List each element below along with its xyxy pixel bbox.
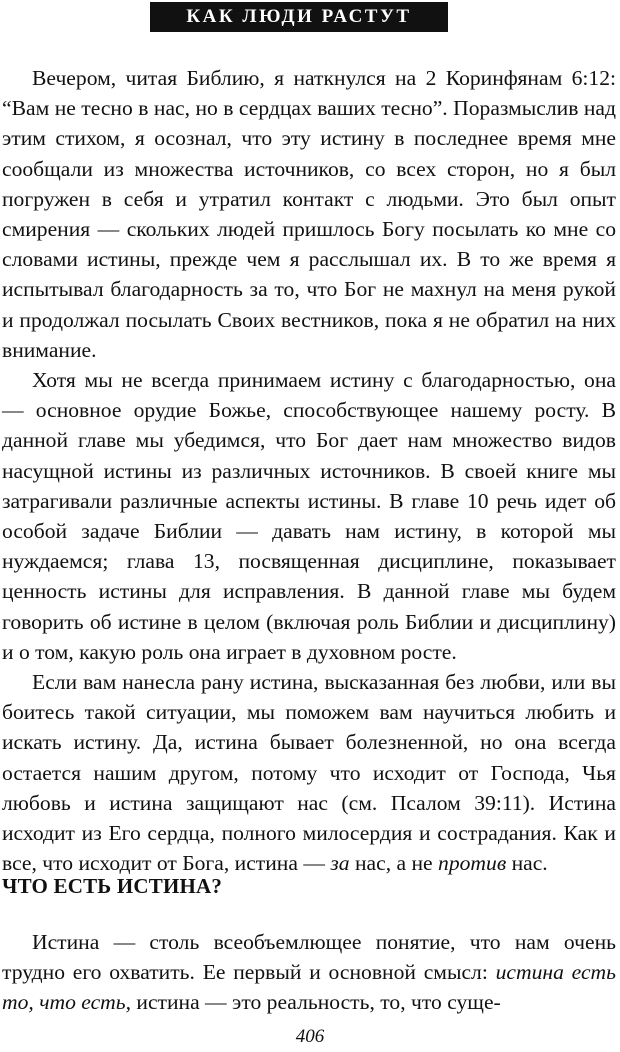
section-heading: ЧТО ЕСТЬ ИСТИНА? bbox=[2, 874, 223, 898]
paragraph-3-emphasis-protiv: против bbox=[438, 851, 507, 876]
paragraph-1: Вечером, читая Библию, я наткнулся на 2 Коринфянам 6:12: “Вам не тесно в нас, но в сердцах ваших тесно”. Поразмыслив над этим стихом, я осознал, что эту истину в последнее время мне сообщали из множества источников, со всех сторон, но я был погружен в себя и утратил контакт с людьми. Это был опыт смирения — скольких людей пришлось Богу посылать ко мне со словами истины, прежде чем я расслышал их. В то же время я испытывал благодарность за то, что Бог не махнул на меня рукой и продолжал посылать Своих вестников, пока я не обратил на них внимание. bbox=[2, 66, 616, 362]
section-text bbox=[2, 927, 616, 1018]
page-number: 406 bbox=[295, 1026, 325, 1047]
paragraph-3-emphasis-za: за bbox=[330, 851, 350, 876]
paragraph-2: Хотя мы не всегда принимаем истину с благодарностью, она — основное орудие Божье, способствующее нашему росту. В данной главе мы убедимся, что Бог дает нам множество видов насущной истины из различных источников. В своей книге мы затрагивали различные аспекты истины. В главе 10 речь идет об особой задаче Библии — давать нам истину, в которой мы нуждаемся; глава 13, посвященная дисциплине, показывает ценность истины для исправления. В данной главе мы будем говорить об истине в целом (включая роль Библии и дисциплину) и о том, какую роль она играет в духовном росте. bbox=[2, 368, 616, 664]
paragraph-3-text-middle: нас, а не bbox=[349, 851, 439, 876]
section-paragraph-1 bbox=[2, 927, 616, 1018]
section-text-after: истина — это реальность, то, что суще- bbox=[130, 990, 501, 1015]
paragraph-3-text-after: нас. bbox=[506, 851, 548, 876]
paragraph-3-text-before: Если вам нанесла рану истина, высказанная без любви, или вы боитесь такой ситуации, мы поможем вам научиться любить и искать истину. Да, истина бывает болезненной, но она всегда остается нашим другом, потому что исходит от Господа, Чья любовь и истина защищают нас (см. Псалом 39:11). Истина исходит из Его сердца, полного милосердия и сострадания. Как и все, что исходит от Бога, истина — bbox=[2, 670, 616, 876]
main-text bbox=[2, 63, 616, 878]
section-text-before: Истина — столь всеобъемлющее понятие, что нам очень трудно его охватить. Ее первый и основной смысл: bbox=[2, 930, 616, 985]
running-header: КАК ЛЮДИ РАСТУТ bbox=[150, 2, 448, 32]
section-emphasis: истина есть то, что есть, bbox=[2, 960, 616, 1015]
paragraph-3 bbox=[2, 667, 616, 878]
